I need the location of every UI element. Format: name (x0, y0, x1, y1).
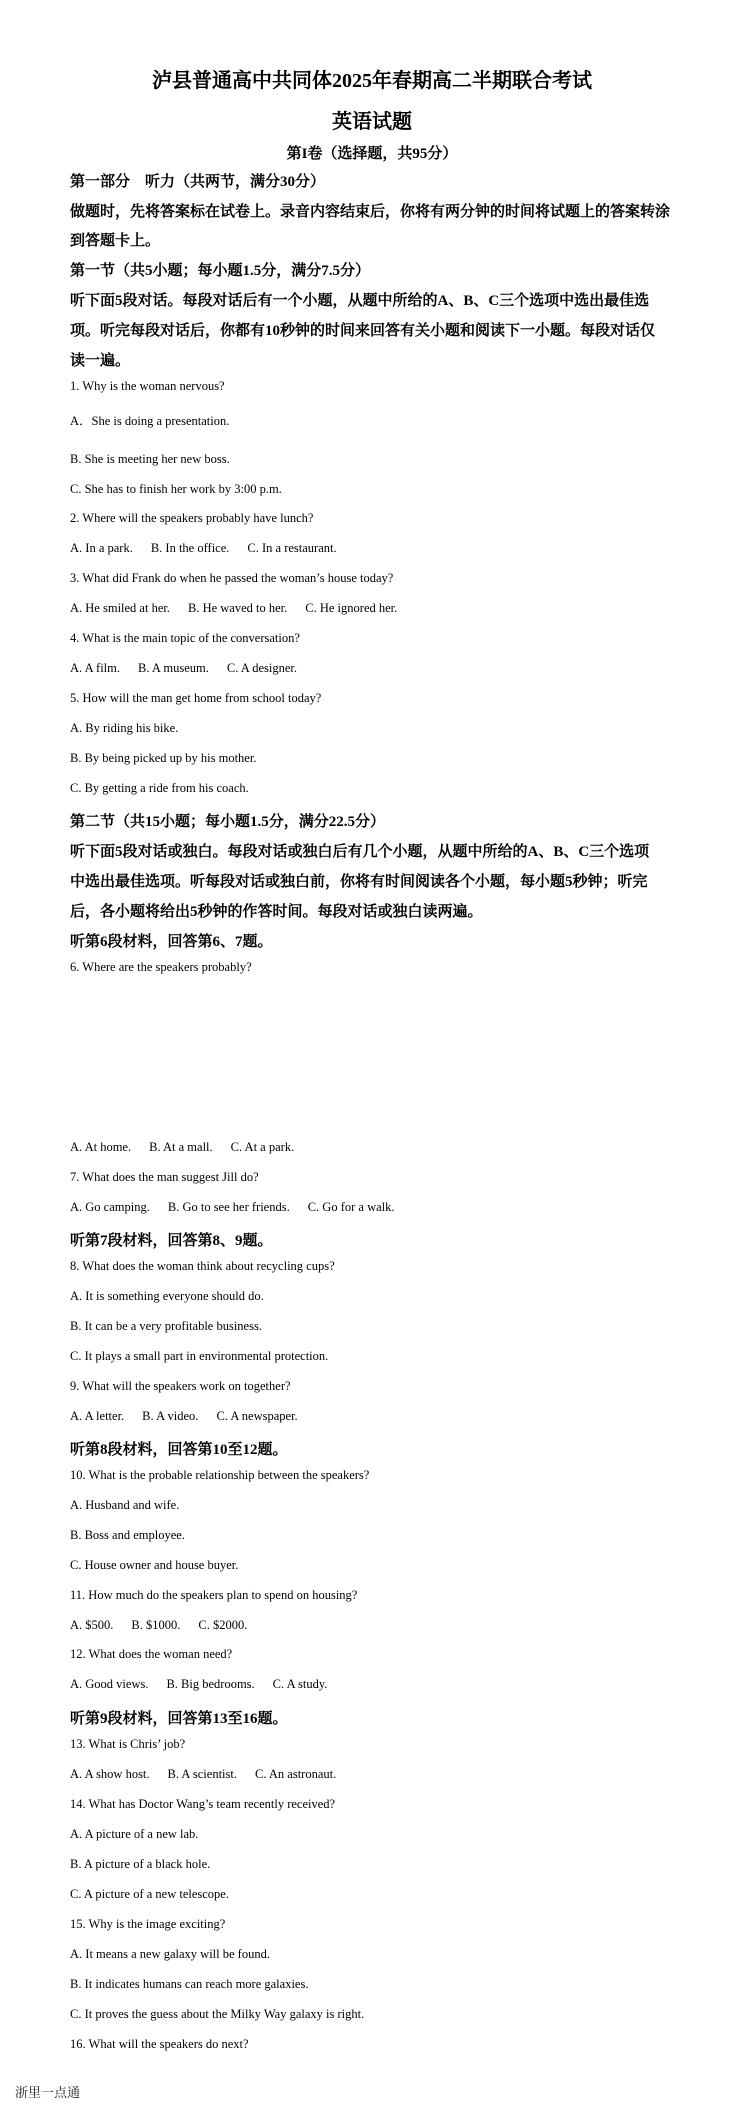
options-row (70, 1200, 690, 1215)
exam-subtitle: 英语试题 (332, 111, 412, 133)
option-c: C. House owner and house buyer. (70, 1558, 239, 1572)
option-b: B. It indicates humans can reach more galaxies. (70, 1977, 309, 1991)
volume-heading: 第I卷（选择题，共95分） (286, 146, 458, 162)
exam-title: 泸县普通高中共同体2025年春期高二半期联合考试 (152, 70, 592, 92)
option-a: A. A film. (70, 661, 121, 675)
option-c: C. He ignored her. (305, 601, 398, 615)
option-c: C. A study. (272, 1677, 328, 1691)
section1-instruction-line: 读一遍。 (70, 353, 131, 369)
option-b: B. By being picked up by his mother. (70, 751, 257, 765)
question-stem: 6. Where are the speakers probably? (70, 960, 252, 974)
option-b: B. In the office. (150, 541, 230, 555)
options-row (70, 601, 690, 616)
options-row (70, 1140, 690, 1155)
question-stem: 8. What does the woman think about recycling cups? (70, 1259, 335, 1273)
option-a: A. $500. (70, 1618, 114, 1632)
option-a: A. A show host. (70, 1767, 150, 1781)
option-c: C. A designer. (226, 661, 298, 675)
option-b: B. Big bedrooms. (166, 1677, 255, 1691)
footer-watermark: 浙里一点通 (15, 2085, 81, 2100)
part1-heading: 第一部分 听力（共两节，满分30分） (70, 174, 326, 190)
options-row (70, 1618, 690, 1633)
option-a: A. A letter. (70, 1409, 125, 1423)
material-heading: 听第6段材料，回答第6、7题。 (70, 934, 273, 950)
part1-instruction-line: 到答题卡上。 (70, 233, 161, 249)
section1-heading: 第一节（共5小题；每小题1.5分，满分7.5分） (70, 263, 371, 279)
option-b: B. She is meeting her new boss. (70, 452, 230, 466)
question-stem: 11. How much do the speakers plan to spend on housing? (70, 1588, 358, 1602)
option-a: A．She is doing a presentation. (70, 414, 230, 428)
option-b: B. Boss and employee. (70, 1528, 185, 1542)
question-stem: 12. What does the woman need? (70, 1647, 233, 1661)
material-heading: 听第9段材料，回答第13至16题。 (70, 1711, 288, 1727)
question-stem: 2. Where will the speakers probably have lunch? (70, 511, 314, 525)
question-stem: 14. What has Doctor Wang’s team recently received? (70, 1797, 336, 1811)
question-stem: 16. What will the speakers do next? (70, 2037, 249, 2051)
option-b: B. It can be a very profitable business. (70, 1319, 262, 1333)
material-heading: 听第7段材料，回答第8、9题。 (70, 1233, 273, 1249)
option-c: C. At a park. (230, 1140, 295, 1154)
option-a: A. At home. (70, 1140, 132, 1154)
option-c: C. It proves the guess about the Milky Way galaxy is right. (70, 2007, 365, 2021)
question-stem: 7. What does the man suggest Jill do? (70, 1170, 259, 1184)
option-a: A. Husband and wife. (70, 1498, 180, 1512)
section2-instruction-line: 听下面5段对话或独白。每段对话或独白后有几个小题，从题中所给的A、B、C三个选项 (70, 844, 650, 860)
option-a: A. It is something everyone should do. (70, 1289, 264, 1303)
question-stem: 9. What will the speakers work on together? (70, 1379, 291, 1393)
option-b: B. He waved to her. (187, 601, 288, 615)
option-b: B. At a mall. (149, 1140, 213, 1154)
section1-instruction-line: 听下面5段对话。每段对话后有一个小题，从题中所给的A、B、C三个选项中选出最佳选 (70, 293, 650, 309)
option-a: A. Go camping. (70, 1200, 150, 1214)
question-stem: 15. Why is the image exciting? (70, 1917, 226, 1931)
part1-instruction-line: 做题时，先将答案标在试卷上。录音内容结束后，你将有两分钟的时间将试题上的答案转涂 (70, 204, 671, 220)
options-row (70, 1677, 690, 1692)
section2-instruction-line: 中选出最佳选项。听每段对话或独白前，你将有时间阅读各个小题，每小题5秒钟；听完 (70, 874, 648, 890)
question-stem: 3. What did Frank do when he passed the woman’s house today? (70, 571, 394, 585)
question-stem: 10. What is the probable relationship between the speakers? (70, 1468, 370, 1482)
options-row (70, 661, 690, 676)
question-stem: 13. What is Chris’ job? (70, 1737, 186, 1751)
section2-instruction-line: 后，各小题将给出5秒钟的作答时间。每段对话或独白读两遍。 (70, 904, 483, 920)
option-c: C. In a restaurant. (247, 541, 337, 555)
option-c: C. An astronaut. (254, 1767, 337, 1781)
option-b: B. $1000. (131, 1618, 181, 1632)
question-stem: 1. Why is the woman nervous? (70, 379, 225, 393)
option-c: C. By getting a ride from his coach. (70, 781, 249, 795)
option-a: A. By riding his bike. (70, 721, 179, 735)
option-b: B. A museum. (138, 661, 209, 675)
option-b: B. Go to see her friends. (167, 1200, 290, 1214)
section1-instruction-line: 项。听完每段对话后，你都有10秒钟的时间来回答有关小题和阅读下一小题。每段对话仅 (70, 323, 656, 339)
option-c: C. $2000. (198, 1618, 248, 1632)
option-c: C. Go for a walk. (307, 1200, 395, 1214)
material-heading: 听第8段材料，回答第10至12题。 (70, 1442, 288, 1458)
option-a: A. In a park. (70, 541, 133, 555)
option-a: A. Good views. (70, 1677, 149, 1691)
option-b: B. A video. (142, 1409, 199, 1423)
question-stem: 4. What is the main topic of the conversation? (70, 631, 300, 645)
options-row (70, 1409, 690, 1424)
question-stem: 5. How will the man get home from school today? (70, 691, 322, 705)
section2-heading: 第二节（共15小题；每小题1.5分，满分22.5分） (70, 814, 386, 830)
options-row (70, 1767, 690, 1782)
options-row (70, 541, 690, 556)
option-a: A. A picture of a new lab. (70, 1827, 199, 1841)
option-c: C. It plays a small part in environmental protection. (70, 1349, 329, 1363)
option-c: C. A newspaper. (216, 1409, 298, 1423)
option-a: A. It means a new galaxy will be found. (70, 1947, 270, 1961)
option-b: B. A picture of a black hole. (70, 1857, 211, 1871)
option-c: C. She has to finish her work by 3:00 p.m. (70, 482, 282, 496)
option-c: C. A picture of a new telescope. (70, 1887, 229, 1901)
option-b: B. A scientist. (167, 1767, 237, 1781)
option-a: A. He smiled at her. (70, 601, 170, 615)
